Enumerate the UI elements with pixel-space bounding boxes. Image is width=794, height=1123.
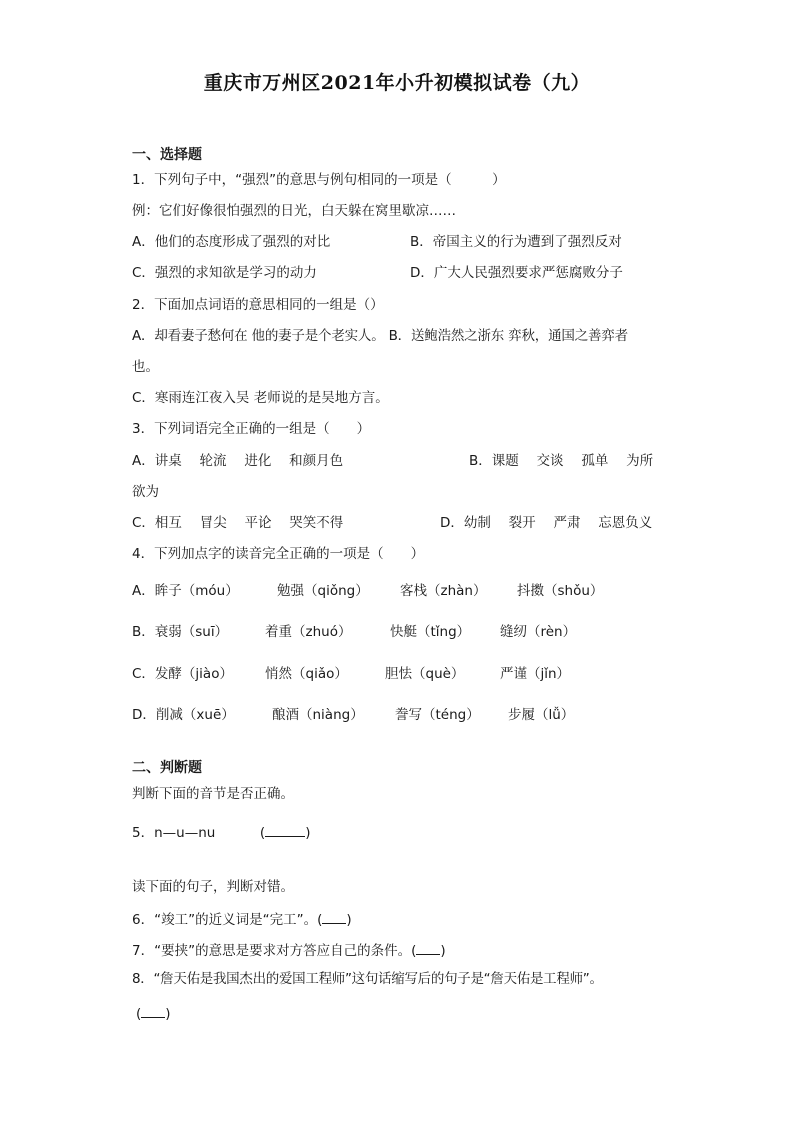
q4-b-word-2: 着重（zhuó） xyxy=(265,624,352,640)
q7-text: 7．“要挟”的意思是要求对方答应自己的条件。( xyxy=(132,943,417,959)
q8-open-paren: ( xyxy=(136,1006,142,1022)
q6-answer-blank[interactable] xyxy=(322,911,346,924)
q4-d-word-1: D．削减（xuē） xyxy=(132,707,235,723)
section-heading-choice: 一、选择题 xyxy=(132,147,202,163)
q4-stem: 4．下列加点字的读音完全正确的一项是（ ） xyxy=(132,546,425,562)
q3-option-b: B．课题 交谈 孤单 为所 xyxy=(469,453,654,469)
q7-answer-blank[interactable] xyxy=(416,942,440,955)
q2-stem: 2．下面加点词语的意思相同的一组是（） xyxy=(132,297,384,313)
q4-d-word-2: 酿酒（niàng） xyxy=(272,707,364,723)
q4-a-word-3: 客栈（zhàn） xyxy=(400,583,487,599)
q2-option-ab: A．却看妻子愁何在 他的妻子是个老实人。 B．送鲍浩然之浙东 弈秋，通国之善弈者 xyxy=(132,328,628,344)
q4-c-word-3: 胆怯（què） xyxy=(385,666,465,682)
q3-option-d: D．幼制 裂开 严肃 忘恩负义 xyxy=(440,515,653,531)
q4-a-word-2: 勉强（qiǒng） xyxy=(277,583,369,599)
q5-line xyxy=(132,824,310,841)
q1-option-c: C．强烈的求知欲是学习的动力 xyxy=(132,265,317,281)
q1-option-b: B．帝国主义的行为遭到了强烈反对 xyxy=(410,234,622,250)
q4-a-word-4: 抖擞（shǒu） xyxy=(517,583,604,599)
q3-option-c: C．相互 冒尖 平论 哭笑不得 xyxy=(132,515,344,531)
page-title: 重庆市万州区2021年小升初模拟试卷（九） xyxy=(203,72,591,94)
q7-close-paren: ) xyxy=(440,943,446,959)
judge-intro-syllable: 判断下面的音节是否正确。 xyxy=(132,786,294,802)
q4-d-word-4: 步履（lǚ） xyxy=(508,707,575,723)
q3-option-b-cont: 欲为 xyxy=(132,484,159,500)
q1-stem: 1．下列句子中，“强烈”的意思与例句相同的一项是（ ） xyxy=(132,172,506,188)
q1-option-a: A．他们的态度形成了强烈的对比 xyxy=(132,234,331,250)
q1-option-d: D．广大人民强烈要求严惩腐败分子 xyxy=(410,265,623,281)
q7-line xyxy=(132,942,446,959)
q4-b-word-3: 快艇（tǐng） xyxy=(390,624,471,640)
q6-line xyxy=(132,911,352,928)
q5-close-paren: ) xyxy=(305,825,311,841)
q4-a-word-1: A．眸子（móu） xyxy=(132,583,239,599)
q8-answer-line xyxy=(136,1005,171,1022)
q8-text: 8．“詹天佑是我国杰出的爱国工程师”这句话缩写后的句子是“詹天佑是工程师”。 xyxy=(132,971,603,987)
q6-text: 6．“竣工”的近义词是“完工”。( xyxy=(132,912,323,928)
q4-c-word-4: 严谨（jǐn） xyxy=(500,666,571,682)
q3-stem: 3．下列词语完全正确的一组是（ ） xyxy=(132,421,371,437)
q4-c-word-1: C．发酵（jiào） xyxy=(132,666,233,682)
q8-close-paren: ) xyxy=(165,1006,171,1022)
q2-option-c: C．寒雨连江夜入吴 老师说的是吴地方言。 xyxy=(132,390,389,406)
q8-answer-blank[interactable] xyxy=(141,1005,165,1018)
q2-option-ab-cont: 也。 xyxy=(132,359,159,375)
q1-example: 例：它们好像很怕强烈的日光，白天躲在窝里歇凉…… xyxy=(132,203,456,219)
q3-option-a: A．讲桌 轮流 进化 和颜月色 xyxy=(132,453,344,469)
q5-text: 5．n—u—nu xyxy=(132,825,216,841)
q4-c-word-2: 悄然（qiǎo） xyxy=(265,666,348,682)
q4-b-word-1: B．衰弱（suī） xyxy=(132,624,229,640)
q4-d-word-3: 誊写（téng） xyxy=(395,707,480,723)
q6-close-paren: ) xyxy=(346,912,352,928)
q5-open-paren: ( xyxy=(259,825,266,841)
q4-b-word-4: 缝纫（rèn） xyxy=(500,624,577,640)
section-heading-judge: 二、判断题 xyxy=(132,760,202,776)
q5-answer-blank[interactable] xyxy=(265,824,305,837)
judge-intro-sentences: 读下面的句子，判断对错。 xyxy=(132,879,294,895)
